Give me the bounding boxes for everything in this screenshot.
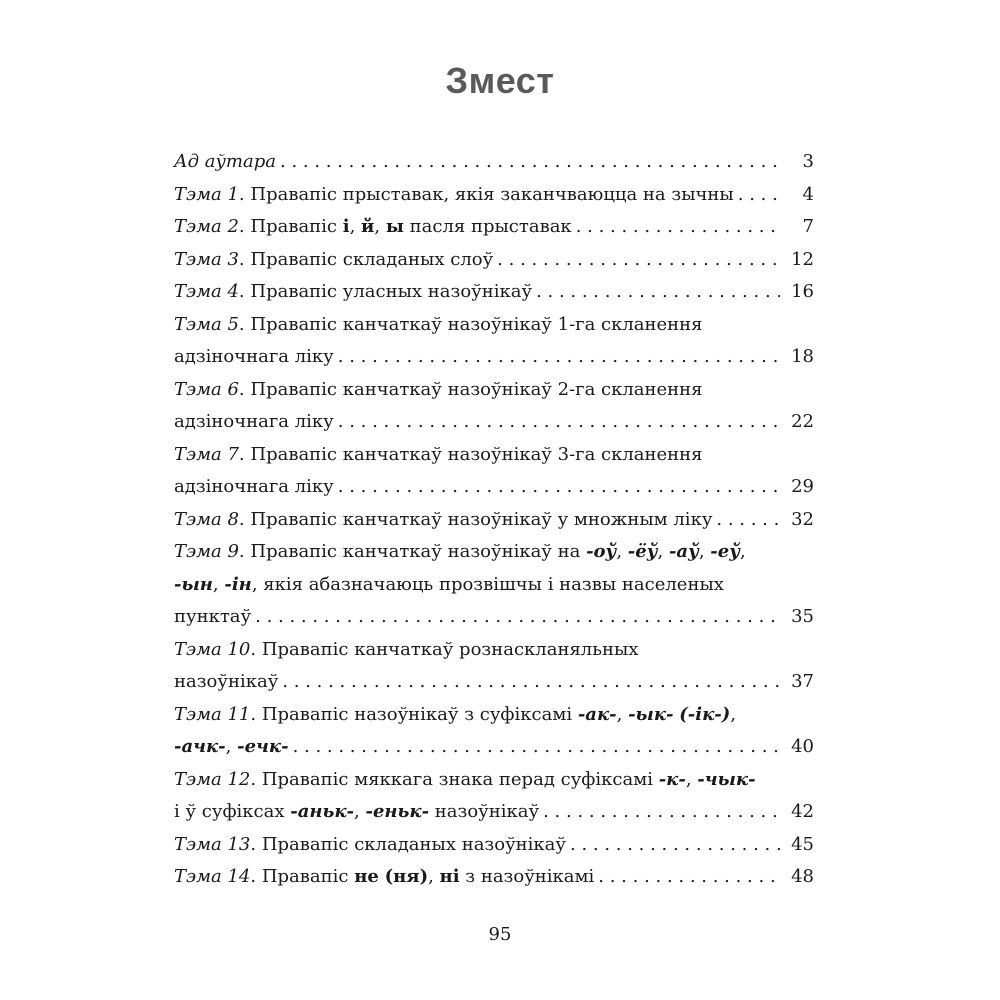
toc-page-number: 32: [791, 508, 814, 530]
toc-leader-dots: [570, 829, 780, 862]
toc-entry[interactable]: [174, 146, 814, 179]
toc-entry-text: [174, 471, 334, 504]
toc-entry-line: [174, 764, 814, 797]
toc-text-segment: . Правапіс складаных назоўнікаў: [250, 833, 566, 855]
toc-text-segment: ,: [212, 573, 225, 595]
toc-entry[interactable]: [174, 211, 814, 244]
toc-text-segment: ,: [616, 703, 629, 725]
toc-entry-text: [174, 541, 746, 562]
toc-text-segment: Тэма 8: [174, 508, 239, 530]
toc-text-segment: Тэма 5: [174, 313, 239, 335]
toc-entry-text: [174, 314, 703, 335]
toc-text-segment: адзіночнага ліку: [174, 346, 334, 367]
toc-entry-line: [174, 211, 814, 244]
toc-entry[interactable]: [174, 829, 814, 862]
toc-text-segment: . Правапіс уласных назоўнікаў: [238, 281, 533, 302]
toc-text-segment: ,: [225, 736, 238, 757]
toc-entry-text: [174, 244, 493, 277]
toc-leader-dots: [497, 244, 780, 277]
toc-entry[interactable]: [174, 374, 814, 439]
toc-text-segment: . Правапіс: [238, 216, 343, 237]
toc-text-segment: ,: [740, 541, 746, 562]
toc-text-segment: . Правапіс канчаткаў назоўнікаў 3-га скланення: [238, 443, 703, 465]
toc-text-segment: Тэма 12: [174, 768, 251, 790]
toc-text-segment: адзіночнага ліку: [174, 411, 334, 432]
toc-text-segment: ,: [374, 216, 386, 237]
toc-text-segment: -ечк-: [237, 736, 289, 757]
toc-entry[interactable]: [174, 179, 814, 212]
toc-entry-line: [174, 731, 814, 764]
toc-text-segment: Тэма 14: [174, 866, 251, 887]
toc-entry-text: [174, 379, 703, 400]
toc-text-segment: -еньк-: [365, 801, 430, 822]
toc-text-segment: -оў: [586, 541, 617, 562]
toc-text-segment: -ык-: [628, 703, 674, 725]
toc-text-segment: -ёў: [627, 541, 658, 562]
toc-entry-line: [174, 374, 814, 407]
toc-text-segment: пасля прыставак: [403, 216, 572, 237]
toc-page-number: 7: [802, 216, 814, 237]
toc-entry-line: [174, 471, 814, 504]
toc-text-segment: . Правапіс канчаткаў назоўнікаў 2-га скланення: [238, 378, 703, 400]
toc-entry-line: [174, 341, 814, 374]
toc-page-number: 3: [802, 151, 814, 172]
toc-entry-line: [174, 634, 814, 667]
toc-entry-text: [174, 861, 594, 894]
toc-text-segment: з назоўнікамі: [459, 866, 595, 887]
toc-text-segment: Тэма 6: [174, 378, 239, 400]
toc-entry-line: [174, 666, 814, 699]
toc-entry-line: [174, 601, 814, 634]
toc-entry[interactable]: [174, 764, 814, 829]
toc-text-segment: -ын: [174, 573, 213, 595]
toc-page-number: 16: [791, 281, 814, 302]
toc-entry-text: [174, 504, 712, 537]
toc-text-segment: -ачк-: [174, 736, 226, 757]
toc-text-segment: , якія абазначаюць прозвішчы і назвы населеных: [251, 573, 724, 595]
toc-text-segment: ,: [354, 801, 366, 822]
toc-text-segment: Тэма 9: [174, 541, 239, 562]
toc-entry-text: [174, 731, 289, 764]
toc-page-number: 4: [802, 183, 814, 205]
toc-entry[interactable]: [174, 276, 814, 309]
toc-entry-text: [174, 601, 251, 634]
toc-leader-dots: [293, 731, 780, 764]
toc-text-segment: ,: [428, 866, 440, 887]
toc-entry[interactable]: [174, 244, 814, 277]
toc-text-segment: назоўнікаў: [429, 801, 540, 822]
toc-page-number: 48: [791, 866, 814, 887]
toc-text-segment: -аньк-: [290, 801, 355, 822]
toc-entry-text: [174, 211, 572, 244]
toc-leader-dots: [543, 796, 780, 829]
toc-text-segment: Тэма 13: [174, 833, 251, 855]
toc-text-segment: і ў суфіксах: [174, 801, 291, 822]
toc-text-segment: Тэма 11: [174, 703, 251, 725]
toc-text-segment: . Правапіс канчаткаў рознаскланяльных: [250, 638, 639, 660]
toc-entry[interactable]: [174, 634, 814, 699]
toc-leader-dots: [338, 471, 780, 504]
toc-text-segment: і: [342, 216, 350, 237]
toc-leader-dots: [282, 666, 780, 699]
toc-entry-line: [174, 276, 814, 309]
toc-text-segment: ,: [698, 541, 711, 562]
toc-leader-dots: [738, 179, 780, 212]
toc-entry-text: [174, 406, 334, 439]
toc-entry-line: [174, 796, 814, 829]
toc-text-segment: адзіночнага ліку: [174, 476, 334, 497]
toc-text-segment: . Правапіс мяккага знака перад суфіксамі: [250, 768, 659, 790]
toc-entry-line: [174, 504, 814, 537]
toc-page-number: 12: [791, 248, 814, 270]
toc-entry-text: [174, 666, 278, 699]
toc-text-segment: -к-: [658, 768, 686, 790]
toc-page-number: 22: [791, 411, 814, 432]
toc-page-number: 18: [791, 346, 814, 367]
toc-page-number: 35: [791, 606, 814, 627]
table-of-contents: [174, 146, 814, 894]
toc-leader-dots: [536, 276, 780, 309]
toc-text-segment: -ін: [224, 573, 252, 595]
toc-text-segment: й: [361, 216, 375, 237]
toc-text-segment: . Правапіс канчаткаў назоўнікаў у множным ліку: [238, 508, 713, 530]
toc-leader-dots: [338, 406, 780, 439]
toc-leader-dots: [338, 341, 780, 374]
toc-text-segment: ,: [349, 216, 362, 237]
toc-text-segment: Ад аўтара: [174, 151, 276, 172]
toc-entry-line: [174, 861, 814, 894]
toc-leader-dots: [576, 211, 780, 244]
toc-entry-line: [174, 439, 814, 472]
toc-entry-text: [174, 639, 639, 660]
page-title: Змест: [445, 60, 555, 101]
toc-leader-dots: [598, 861, 780, 894]
toc-text-segment: ні: [439, 866, 460, 887]
toc-text-segment: Тэма 1: [174, 183, 239, 205]
toc-entry-text: [174, 146, 276, 179]
toc-text-segment: не: [354, 866, 379, 887]
toc-text-segment: ,: [730, 703, 736, 725]
toc-entry[interactable]: [174, 309, 814, 374]
toc-entry-text: [174, 341, 334, 374]
toc-text-segment: . Правапіс складаных слоў: [238, 248, 494, 270]
toc-entry-line: [174, 406, 814, 439]
toc-text-segment: Тэма 10: [174, 638, 251, 660]
toc-text-segment: . Правапіс прыставак, якія заканчваюцца на зычны: [238, 183, 734, 205]
toc-text-segment: -ак-: [577, 703, 617, 725]
toc-text-segment: -аў: [668, 541, 699, 562]
toc-entry-line: [174, 536, 814, 569]
toc-leader-dots: [716, 504, 780, 537]
toc-entry-text: [174, 179, 734, 212]
toc-entry[interactable]: [174, 504, 814, 537]
toc-entry-text: [174, 444, 703, 465]
toc-text-segment: -чык-: [697, 768, 756, 790]
toc-text-segment: Тэма 4: [174, 281, 239, 302]
toc-text-segment: ,: [616, 541, 628, 562]
toc-entry-line: [174, 146, 814, 179]
toc-entry-text: [174, 829, 566, 862]
toc-text-segment: . Правапіс канчаткаў назоўнікаў 1-га скланення: [238, 313, 703, 335]
toc-text-segment: (-ік-): [679, 703, 731, 725]
toc-entry-line: [174, 829, 814, 862]
toc-page-number: 45: [791, 833, 814, 855]
toc-text-segment: Тэма 3: [174, 248, 239, 270]
toc-text-segment: ,: [685, 768, 698, 790]
toc-text-segment: пунктаў: [174, 606, 252, 627]
toc-entry-line: [174, 179, 814, 212]
toc-entry-text: [174, 276, 532, 309]
toc-leader-dots: [280, 146, 780, 179]
toc-entry[interactable]: [174, 536, 814, 634]
toc-page-number: 40: [791, 736, 814, 757]
toc-text-segment: Тэма 2: [174, 216, 239, 237]
toc-text-segment: -еў: [710, 541, 740, 562]
toc-entry[interactable]: [174, 699, 814, 764]
page-number: 95: [488, 924, 512, 945]
toc-page-number: 42: [791, 801, 814, 822]
toc-entry-text: [174, 574, 724, 595]
toc-text-segment: (ня): [384, 866, 429, 887]
toc-entry-line: [174, 569, 814, 602]
toc-entry[interactable]: [174, 861, 814, 894]
toc-text-segment: назоўнікаў: [174, 671, 279, 692]
toc-entry[interactable]: [174, 439, 814, 504]
toc-text-segment: ы: [385, 216, 404, 237]
toc-entry-text: [174, 704, 736, 725]
toc-leader-dots: [255, 601, 780, 634]
toc-text-segment: . Правапіс канчаткаў назоўнікаў на: [238, 541, 587, 562]
toc-text-segment: ,: [657, 541, 669, 562]
toc-page-number: 37: [791, 671, 814, 692]
toc-entry-line: [174, 699, 814, 732]
toc-text-segment: . Правапіс: [250, 866, 355, 887]
toc-entry-text: [174, 769, 756, 790]
toc-entry-line: [174, 309, 814, 342]
toc-text-segment: . Правапіс назоўнікаў з суфіксамі: [250, 703, 578, 725]
toc-entry-line: [174, 244, 814, 277]
toc-text-segment: Тэма 7: [174, 443, 239, 465]
toc-entry-text: [174, 796, 539, 829]
toc-page-number: 29: [791, 476, 814, 497]
